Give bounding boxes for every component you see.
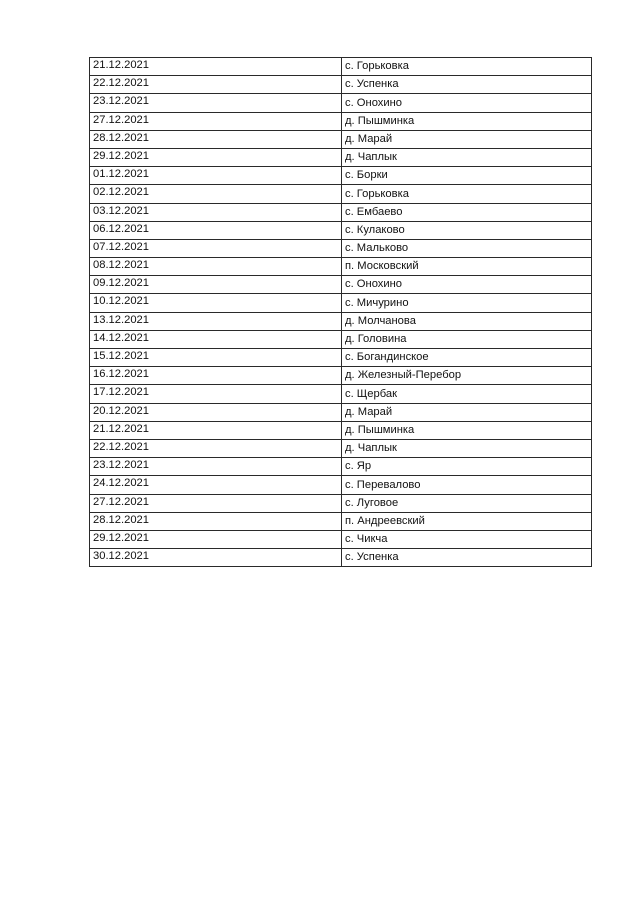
date-cell: 28.12.2021: [90, 512, 342, 530]
date-cell: 29.12.2021: [90, 148, 342, 166]
table-row: [90, 203, 592, 221]
settlement-cell: с. Яр: [342, 458, 592, 476]
settlement-cell: д. Молчанова: [342, 312, 592, 330]
date-cell: 28.12.2021: [90, 130, 342, 148]
settlement-cell: с. Луговое: [342, 494, 592, 512]
table-row: [90, 130, 592, 148]
table-row: [90, 294, 592, 312]
table-row: [90, 421, 592, 439]
date-cell: 01.12.2021: [90, 167, 342, 185]
date-cell: 27.12.2021: [90, 112, 342, 130]
date-cell: 22.12.2021: [90, 439, 342, 457]
settlement-cell: с. Богандинское: [342, 349, 592, 367]
settlement-cell: с. Успенка: [342, 549, 592, 567]
date-cell: 24.12.2021: [90, 476, 342, 494]
date-cell: 23.12.2021: [90, 94, 342, 112]
settlement-cell: д. Пышминка: [342, 421, 592, 439]
table-row: [90, 349, 592, 367]
settlement-cell: д. Железный-Перебор: [342, 367, 592, 385]
date-cell: 10.12.2021: [90, 294, 342, 312]
settlement-cell: д. Марай: [342, 403, 592, 421]
date-cell: 14.12.2021: [90, 330, 342, 348]
settlement-cell: с. Щербак: [342, 385, 592, 403]
settlement-cell: с. Успенка: [342, 76, 592, 94]
table-row: [90, 276, 592, 294]
settlement-cell: д. Пышминка: [342, 112, 592, 130]
settlement-cell: с. Мальково: [342, 239, 592, 257]
date-cell: 07.12.2021: [90, 239, 342, 257]
settlement-cell: с. Горьковка: [342, 58, 592, 76]
date-cell: 29.12.2021: [90, 530, 342, 548]
table-row: [90, 330, 592, 348]
table-row: [90, 239, 592, 257]
table-row: [90, 476, 592, 494]
table-row: [90, 76, 592, 94]
date-cell: 21.12.2021: [90, 421, 342, 439]
settlement-cell: п. Андреевский: [342, 512, 592, 530]
settlement-cell: с. Кулаково: [342, 221, 592, 239]
table-row: [90, 112, 592, 130]
table-row: [90, 58, 592, 76]
date-cell: 08.12.2021: [90, 258, 342, 276]
date-cell: 17.12.2021: [90, 385, 342, 403]
table-row: [90, 439, 592, 457]
schedule-table-body: [90, 58, 592, 567]
settlement-cell: с. Горьковка: [342, 185, 592, 203]
date-cell: 16.12.2021: [90, 367, 342, 385]
date-cell: 20.12.2021: [90, 403, 342, 421]
table-row: [90, 512, 592, 530]
table-row: [90, 530, 592, 548]
settlement-cell: д. Чаплык: [342, 439, 592, 457]
date-cell: 30.12.2021: [90, 549, 342, 567]
date-cell: 15.12.2021: [90, 349, 342, 367]
table-row: [90, 94, 592, 112]
date-cell: 02.12.2021: [90, 185, 342, 203]
table-row: [90, 221, 592, 239]
table-row: [90, 549, 592, 567]
date-cell: 21.12.2021: [90, 58, 342, 76]
date-cell: 23.12.2021: [90, 458, 342, 476]
table-row: [90, 458, 592, 476]
schedule-table: [89, 57, 592, 567]
table-row: [90, 258, 592, 276]
settlement-cell: д. Головина: [342, 330, 592, 348]
table-row: [90, 494, 592, 512]
table-row: [90, 148, 592, 166]
settlement-cell: с. Чикча: [342, 530, 592, 548]
table-row: [90, 403, 592, 421]
settlement-cell: д. Марай: [342, 130, 592, 148]
date-cell: 13.12.2021: [90, 312, 342, 330]
settlement-cell: с. Онохино: [342, 94, 592, 112]
settlement-cell: п. Московский: [342, 258, 592, 276]
settlement-cell: с. Перевалово: [342, 476, 592, 494]
date-cell: 03.12.2021: [90, 203, 342, 221]
settlement-cell: с. Мичурино: [342, 294, 592, 312]
settlement-cell: с. Онохино: [342, 276, 592, 294]
settlement-cell: с. Борки: [342, 167, 592, 185]
settlement-cell: с. Ембаево: [342, 203, 592, 221]
date-cell: 06.12.2021: [90, 221, 342, 239]
table-row: [90, 185, 592, 203]
date-cell: 22.12.2021: [90, 76, 342, 94]
date-cell: 27.12.2021: [90, 494, 342, 512]
table-row: [90, 385, 592, 403]
table-row: [90, 167, 592, 185]
table-row: [90, 312, 592, 330]
date-cell: 09.12.2021: [90, 276, 342, 294]
settlement-cell: д. Чаплык: [342, 148, 592, 166]
table-row: [90, 367, 592, 385]
